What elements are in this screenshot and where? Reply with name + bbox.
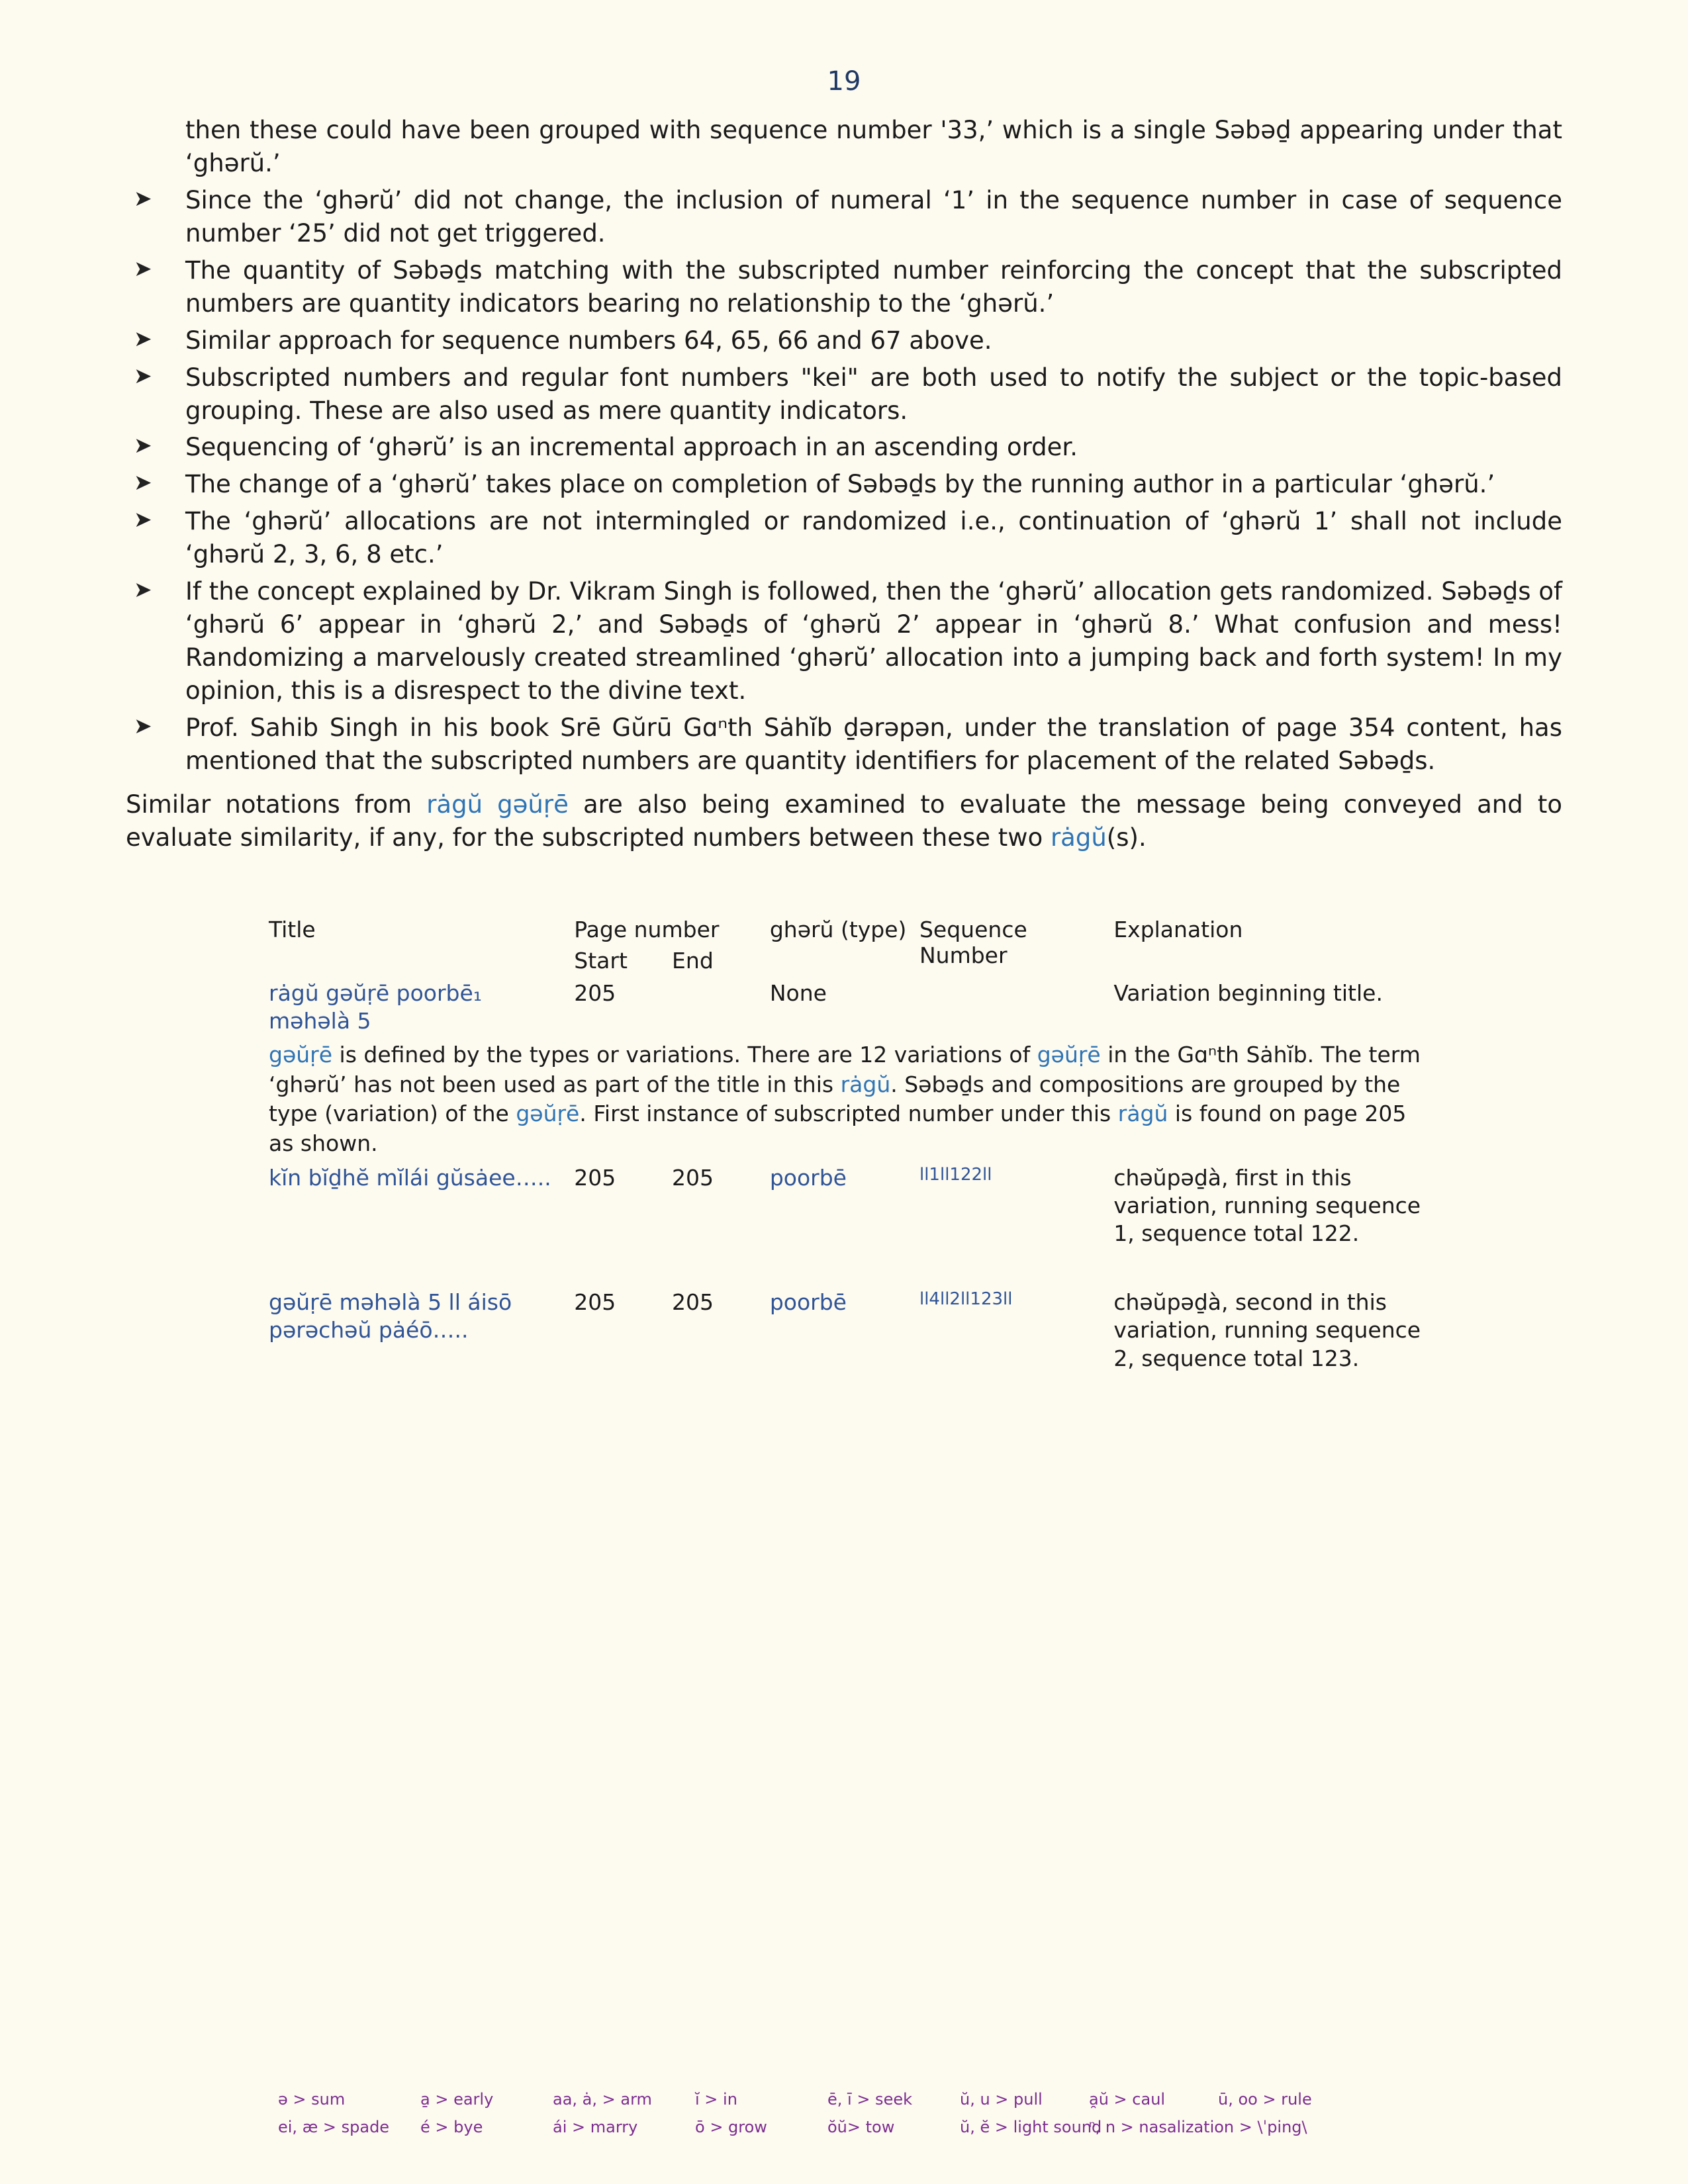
desc-part-10: is found on page 205 as shown.	[269, 1101, 1407, 1156]
list-item	[126, 505, 1562, 571]
legend-item: ⁿ, n > nasalization > \ˈping\	[1089, 2118, 1307, 2136]
cell-start: 205	[574, 1289, 616, 1316]
desc-part-3: gəŭṛē	[1037, 1042, 1101, 1068]
list-item	[126, 184, 1562, 250]
cell-start: 205	[574, 979, 616, 1006]
bullet-marker-icon: ➤	[134, 325, 152, 351]
table-row	[265, 1161, 1430, 1251]
cell-sequence: ll4ll2ll123ll	[919, 1289, 1013, 1310]
ragu-gaure-link: rȧgŭ gəŭṛē	[426, 790, 569, 819]
list-item-text: Since the ‘ghərŭ’ did not change, the inclusion of numeral ‘1’ in the sequence number in case of sequence number ‘25’ did not get triggered.	[185, 185, 1562, 248]
cell-end: 205	[672, 1164, 714, 1191]
desc-part-5: rȧgŭ	[840, 1071, 891, 1097]
legend-item: ō > grow	[695, 2118, 767, 2136]
spacer-cell	[265, 1250, 1430, 1286]
description-cell	[265, 1038, 1430, 1161]
legend-item: ē, ī > seek	[827, 2090, 912, 2109]
cell-gharu: poorbē	[769, 1289, 847, 1316]
cell-sequence	[915, 977, 1109, 1038]
closing-part-2: are also being examined to evaluate the message being conveyed and to evaluate similarity, if any, for the subscripted numbers between these two	[126, 790, 1563, 852]
list-item	[126, 431, 1562, 464]
bullet-marker-icon: ➤	[134, 432, 152, 459]
col-header-end: End	[672, 948, 714, 974]
cell-start: 205	[574, 1164, 616, 1191]
bullet-marker-icon: ➤	[134, 255, 152, 281]
cell-explanation: Variation beginning title.	[1113, 979, 1383, 1006]
list-item	[126, 324, 1562, 357]
closing-part-1: Similar notations from	[126, 790, 427, 819]
list-item-text: Prof. Sahib Singh in his book Srē Gŭrū Gɑⁿth Sȧhĭb ḏərəpən, under the translation of page 354 content, has mentioned that the subscripted numbers are quantity identifiers for placement of the related Səbəḏs.	[185, 713, 1562, 775]
desc-part-7: gəŭṛē	[516, 1101, 580, 1127]
table-row	[265, 977, 1430, 1038]
cell-title: gəŭṛē məhəlà 5 ll áisō pərəchəŭ pȧéō…..	[269, 1289, 512, 1343]
legend-item: a̯ŭ > caul	[1089, 2090, 1166, 2109]
pronunciation-legend	[278, 2090, 1569, 2146]
table-body	[265, 977, 1430, 1375]
cell-explanation: chəŭpəḏà, first in this variation, running sequence 1, sequence total 122.	[1113, 1164, 1421, 1246]
cell-end: 205	[672, 1289, 714, 1316]
list-item	[126, 361, 1562, 428]
legend-item: ŏŭ> tow	[827, 2118, 895, 2136]
desc-part-1: gəŭṛē	[269, 1042, 333, 1068]
table-description-row	[265, 1038, 1430, 1161]
page-number: 19	[827, 66, 861, 97]
legend-item: é > bye	[420, 2118, 483, 2136]
bullet-marker-icon: ➤	[134, 712, 152, 739]
ragu-link: rȧgŭ	[1050, 823, 1107, 852]
col-header-gharu: ghərŭ (type)	[769, 916, 907, 942]
notation-table	[265, 914, 1430, 1375]
desc-part-2: is defined by the types or variations. There are 12 variations of	[332, 1042, 1037, 1068]
list-item-text: Similar approach for sequence numbers 64, 65, 66 and 67 above.	[185, 326, 992, 355]
bullet-marker-icon: ➤	[134, 469, 152, 496]
legend-item: ŭ, ĕ > light sound	[960, 2118, 1102, 2136]
list-item	[126, 575, 1562, 707]
list-item	[126, 711, 1562, 778]
intro-paragraph: then these could have been grouped with sequence number '33,’ which is a single Səbəḏ appearing under that ‘ghərŭ.’	[185, 116, 1562, 177]
bullet-marker-icon: ➤	[134, 506, 152, 533]
cell-sequence: ll1ll122ll	[919, 1164, 992, 1185]
bullet-marker-icon: ➤	[134, 362, 152, 388]
list-item	[126, 254, 1562, 320]
bullet-list	[126, 184, 1562, 778]
table-row	[265, 1286, 1430, 1375]
cell-title: kĭn bĭḏhĕ mĭlái gŭsȧee…..	[269, 1164, 551, 1191]
cell-end	[668, 977, 766, 1038]
list-item-text: If the concept explained by Dr. Vikram Singh is followed, then the ‘ghərŭ’ allocation gets randomized. Səbəḏs of ‘ghərŭ 6’ appear in ‘ghərŭ 2,’ and Səbəḏs of ‘ghərŭ 2’ appear in ‘ghərŭ 8.’ What confusion and mess! Randomizing a marvelously created streamlined ‘ghərŭ’ allocation into a jumping back and forth system! In my opinion, this is a disrespect to the divine text.	[185, 577, 1562, 705]
col-header-title: Title	[269, 916, 316, 942]
legend-item: ū, oo > rule	[1218, 2090, 1312, 2109]
list-item-text: Subscripted numbers and regular font numbers "kei" are both used to notify the subject or the topic-based grouping. These are also used as mere quantity indicators.	[185, 363, 1562, 425]
closing-paragraph	[126, 788, 1562, 854]
desc-part-6: . Səbəḏs and compositions are grouped by the type (variation) of the	[269, 1071, 1401, 1127]
table-spacer-row	[265, 1250, 1430, 1286]
cell-gharu: None	[769, 979, 827, 1006]
list-item-text: The change of a ‘ghərŭ’ takes place on completion of Səbəḏs by the running author in a particular ‘ghərŭ.’	[185, 470, 1495, 499]
legend-item: a̱ > early	[420, 2090, 494, 2109]
bullet-marker-icon: ➤	[134, 576, 152, 603]
list-item	[126, 468, 1562, 501]
col-header-sequence: Sequence Number	[919, 916, 1027, 969]
list-item-text: Sequencing of ‘ghərŭ’ is an incremental approach in an ascending order.	[185, 433, 1078, 462]
legend-item: ŭ, u > pull	[960, 2090, 1043, 2109]
legend-row-1	[278, 2090, 1569, 2109]
col-header-spacer	[265, 945, 570, 977]
legend-item: ei, æ > spade	[278, 2118, 390, 2136]
table-header-row	[265, 914, 1430, 946]
table-header	[265, 914, 1430, 977]
col-header-page-number: Page number	[574, 916, 720, 942]
notation-table-wrapper	[126, 914, 1562, 1375]
desc-part-8: . First instance of subscripted number under this	[579, 1101, 1118, 1127]
legend-row-2	[278, 2118, 1569, 2136]
cell-title: rȧgŭ gəŭṛē poorbē₁ məhəlà 5	[269, 979, 483, 1034]
legend-item: aa, ȧ, > arm	[553, 2090, 652, 2109]
list-item-text: The quantity of Səbəḏs matching with the subscripted number reinforcing the concept that the subscripted numbers are quantity indicators bearing no relationship to the ‘ghərŭ.’	[185, 255, 1562, 318]
legend-item: ĭ > in	[695, 2090, 737, 2109]
closing-part-3: (s).	[1106, 823, 1147, 852]
legend-item: ái > marry	[553, 2118, 638, 2136]
bullet-marker-icon: ➤	[134, 185, 152, 211]
col-header-explanation: Explanation	[1113, 916, 1243, 942]
cell-gharu: poorbē	[769, 1164, 847, 1191]
legend-item: ə > sum	[278, 2090, 346, 2109]
desc-part-4: in the Gɑⁿth Sȧhĭb. The term ‘ghərŭ’ has not been used as part of the title in this	[269, 1042, 1421, 1097]
col-header-start: Start	[574, 948, 628, 974]
list-item-text: The ‘ghərŭ’ allocations are not intermingled or randomized i.e., continuation of ‘ghərŭ 1’ shall not include ‘ghərŭ 2, 3, 6, 8 etc.’	[185, 507, 1562, 569]
cell-explanation: chəŭpəḏà, second in this variation, running sequence 2, sequence total 123.	[1113, 1289, 1421, 1371]
desc-part-9: rȧgŭ	[1117, 1101, 1168, 1127]
